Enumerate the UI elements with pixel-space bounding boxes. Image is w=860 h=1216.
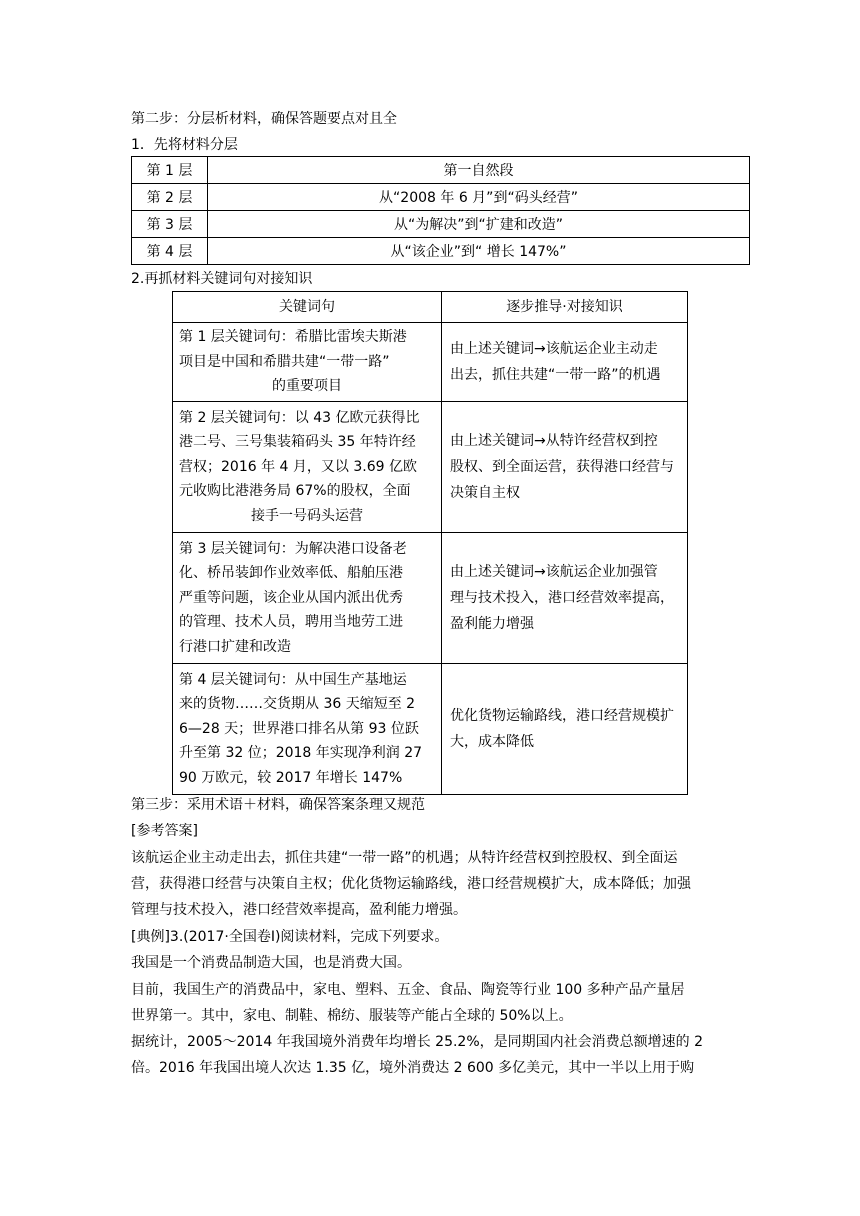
- knowledge-line: 理与技术投入，港口经营效率提高，: [450, 590, 674, 606]
- table-row: [132, 157, 750, 184]
- keyword-line: 项目是中国和希腊共建“一带一路”: [179, 353, 390, 370]
- keyword-line: 第 4 层关键词句：从中国生产基地运: [179, 671, 407, 688]
- answer-line: 营，获得港口经营与决策自主权；优化货物运输路线，港口经营规模扩大，成本降低；加强: [131, 876, 691, 892]
- sub2-heading: 2.再抓材料关键词句对接知识: [131, 271, 313, 287]
- knowledge-cell: [442, 533, 688, 664]
- knowledge-line: 出去，抓住共建“一带一路”的机遇: [450, 367, 661, 383]
- material-line: 世界第一。其中，家电、制鞋、棉纺、服装等产能占全球的 50%以上。: [131, 1008, 573, 1024]
- knowledge-line: 由上述关键词→从特许经营权到控: [450, 433, 658, 449]
- keyword-line: 严重等问题，该企业从国内派出优秀: [179, 589, 403, 606]
- answer-paragraph: [131, 845, 736, 923]
- layer-table: [131, 156, 750, 265]
- keyword-line: 行港口扩建和改造: [179, 638, 291, 655]
- table-row: [173, 664, 688, 795]
- table-row: [132, 211, 750, 238]
- knowledge-line: 决策自主权: [450, 485, 520, 501]
- knowledge-cell: [442, 664, 688, 795]
- layer-range: 第一自然段: [208, 157, 750, 184]
- layer-range: 从“为解决”到“扩建和改造”: [208, 211, 750, 238]
- keyword-line: 的重要项目: [272, 378, 342, 395]
- knowledge-cell: [442, 323, 688, 402]
- material-paragraph-2: [131, 977, 736, 1029]
- table-row: [132, 238, 750, 265]
- table-row: [173, 402, 688, 533]
- keyword-line: 第 1 层关键词句：希腊比雷埃夫斯港: [179, 329, 407, 346]
- step3-heading: 第三步：采用术语＋材料，确保答案条理又规范: [131, 797, 425, 813]
- table-header-row: [173, 292, 688, 323]
- keyword-cell: [173, 664, 442, 795]
- table-row: [173, 533, 688, 664]
- knowledge-line: 大，成本降低: [450, 734, 534, 750]
- knowledge-line: 由上述关键词→该航运企业主动走: [450, 341, 658, 357]
- keyword-line: 接手一号码头运营: [251, 507, 363, 524]
- knowledge-line: 盈利能力增强: [450, 616, 534, 632]
- answer-line: 管理与技术投入，港口经营效率提高，盈利能力增强。: [131, 902, 467, 918]
- step2-heading: 第二步：分层析材料，确保答题要点对且全: [131, 111, 397, 127]
- keyword-cell: [173, 533, 442, 664]
- keyword-cell: [173, 402, 442, 533]
- table-row: [132, 184, 750, 211]
- material-paragraph-3: [131, 1029, 736, 1081]
- keyword-line: 升至第 32 位；2018 年实现净利润 27: [179, 745, 423, 762]
- material-paragraph-1: 我国是一个消费品制造大国，也是消费大国。: [131, 955, 411, 971]
- keyword-table: [172, 291, 688, 795]
- keyword-line: 来的货物……交货期从 36 天缩短至 2: [179, 696, 416, 713]
- layer-label: 第 2 层: [132, 184, 208, 211]
- knowledge-cell: [442, 402, 688, 533]
- keyword-line: 元收购比港港务局 67%的股权，全面: [179, 483, 411, 500]
- keyword-line: 营权；2016 年 4 月，又以 3.69 亿欧: [179, 458, 417, 475]
- layer-range: 从“2008 年 6 月”到“码头经营”: [208, 184, 750, 211]
- layer-label: 第 1 层: [132, 157, 208, 184]
- keyword-line: 港二号、三号集装箱码头 35 年特许经: [179, 434, 416, 451]
- column-header: 关键词句: [173, 292, 442, 323]
- sub1-heading: 1．先将材料分层: [131, 137, 238, 153]
- keyword-line: 的管理、技术人员，聘用当地劳工进: [179, 614, 403, 631]
- column-header: 逐步推导·对接知识: [442, 292, 688, 323]
- knowledge-line: 优化货物运输路线，港口经营规模扩: [450, 708, 674, 724]
- knowledge-line: 股权、到全面运营，获得港口经营与: [450, 459, 674, 475]
- keyword-line: 90 万欧元，较 2017 年增长 147%: [179, 769, 403, 786]
- layer-label: 第 3 层: [132, 211, 208, 238]
- answer-line: 该航运企业主动走出去，抓住共建“一带一路”的机遇；从特许经营权到控股权、到全面运: [131, 850, 678, 866]
- material-line: 倍。2016 年我国出境人次达 1.35 亿，境外消费达 2 600 多亿美元，其中一半以上用于购: [131, 1060, 695, 1076]
- keyword-cell: [173, 323, 442, 402]
- layer-range: 从“该企业”到“ 增长 147%”: [208, 238, 750, 265]
- material-line: 据统计，2005～2014 年我国境外消费年均增长 25.2%，是同期国内社会消费总额增速的 2: [131, 1034, 703, 1050]
- table-row: [173, 323, 688, 402]
- answer-label: [参考答案]: [131, 823, 198, 839]
- keyword-line: 6—28 天；世界港口排名从第 93 位跃: [179, 720, 419, 737]
- material-line: 目前，我国生产的消费品中，家电、塑料、五金、食品、陶瓷等行业 100 多种产品产量居: [131, 982, 685, 998]
- knowledge-line: 由上述关键词→该航运企业加强管: [450, 564, 658, 580]
- example-heading: [典例]3.(2017·全国卷Ⅰ)阅读材料，完成下列要求。: [131, 929, 449, 945]
- keyword-line: 化、桥吊装卸作业效率低、船舶压港: [179, 565, 403, 582]
- keyword-line: 第 3 层关键词句：为解决港口设备老: [179, 540, 407, 557]
- layer-label: 第 4 层: [132, 238, 208, 265]
- keyword-line: 第 2 层关键词句：以 43 亿欧元获得比: [179, 409, 420, 426]
